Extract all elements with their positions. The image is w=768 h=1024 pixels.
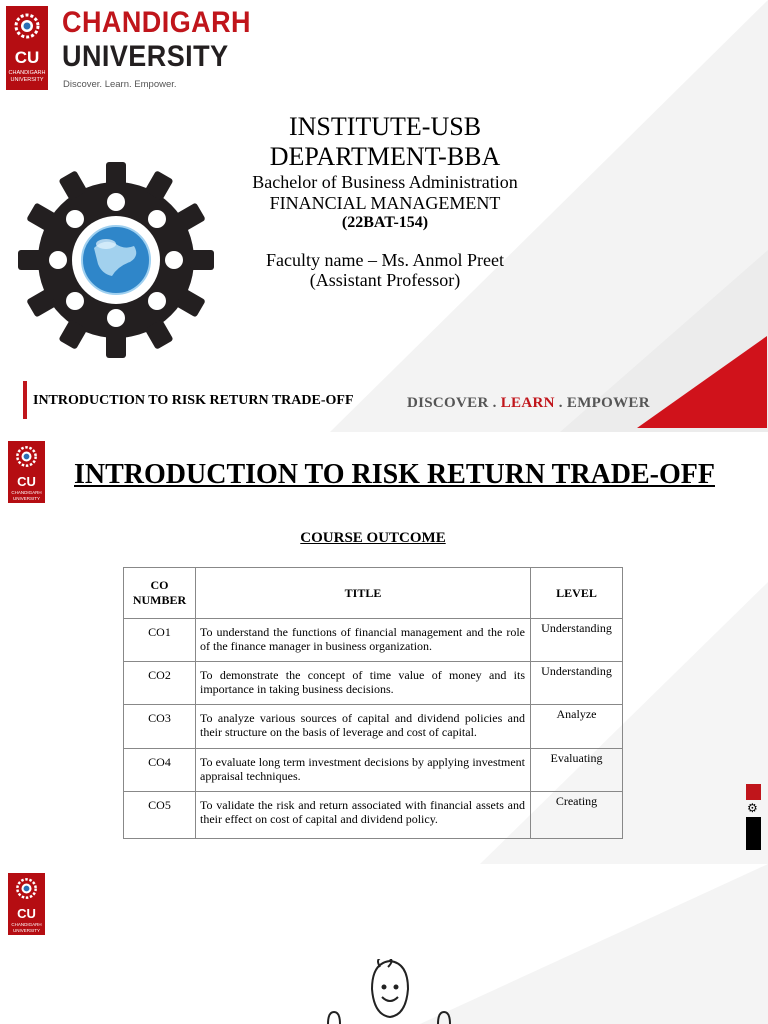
table-row: [124, 749, 623, 792]
logo-cu-text: CU: [17, 474, 36, 489]
course-outcome-slide: [0, 432, 768, 864]
course-outcome-heading: COURSE OUTCOME: [300, 530, 446, 546]
course-outcome-table: [123, 567, 623, 839]
co-title-cell: To analyze various sources of capital and dividend policies and their structure on the basis of leverage and cost of capital.: [196, 705, 531, 749]
institute-heading: INSTITUTE-USB: [288, 112, 482, 141]
faculty-designation: (Assistant Professor): [309, 270, 461, 290]
table-row: [124, 792, 623, 839]
department-heading: DEPARTMENT-BBA: [269, 142, 501, 171]
course-code: (22BAT-154): [341, 214, 429, 231]
table-row: [124, 662, 623, 705]
co-number-cell: CO5: [124, 792, 196, 839]
gear-icon: ⚙: [747, 801, 758, 815]
accent-bar: [23, 381, 27, 419]
seal-icon: [14, 876, 39, 901]
co-number-cell: CO3: [124, 705, 196, 749]
faculty-name: Faculty name – Ms. Anmol Preet: [266, 250, 504, 270]
logo-cu-text: CU: [14, 48, 40, 67]
co-level-cell: Understanding: [531, 619, 623, 662]
table-row: [124, 705, 623, 749]
co-level-cell: Evaluating: [531, 749, 623, 792]
header-co-number: CO NUMBER: [124, 568, 196, 619]
logo-cu-text: CU: [17, 906, 36, 921]
co-title-cell: To understand the functions of financial management and the role of the finance manager in business organization.: [196, 619, 531, 662]
co-number-cell: CO2: [124, 662, 196, 705]
slide-title: INTRODUCTION TO RISK RETURN TRADE-OFF: [74, 459, 715, 490]
side-accent-black: [746, 817, 761, 850]
brand-name-line1: CHANDIGARH: [62, 6, 251, 39]
slide-topic: INTRODUCTION TO RISK RETURN TRADE-OFF: [33, 393, 354, 408]
course-name: FINANCIAL MANAGEMENT: [269, 193, 501, 213]
co-number-cell: CO4: [124, 749, 196, 792]
table-row: [124, 619, 623, 662]
co-title-cell: To evaluate long term investment decisions by applying investment appraisal techniques.: [196, 749, 531, 792]
brand-tagline: Discover. Learn. Empower.: [63, 79, 177, 90]
footer-tagline: DISCOVER . LEARN . EMPOWER: [407, 395, 650, 411]
program-name: Bachelor of Business Administration: [252, 172, 518, 192]
co-level-cell: Creating: [531, 792, 623, 839]
gear-globe-icon: [12, 160, 220, 360]
logo-university-text: CHANDIGARH UNIVERSITY: [11, 922, 42, 933]
co-level-cell: Understanding: [531, 662, 623, 705]
header-level: LEVEL: [531, 568, 623, 619]
co-title-cell: To validate the risk and return associated with financial assets and their effect on cost of capital and dividend policy.: [196, 792, 531, 839]
logo-university-text: CHANDIGARH UNIVERSITY: [11, 490, 42, 501]
university-logo: [6, 6, 48, 90]
co-number-cell: CO1: [124, 619, 196, 662]
brand-name-line2: UNIVERSITY: [62, 40, 229, 73]
next-slide: [0, 864, 768, 1024]
cartoon-figure-icon: [320, 959, 460, 1024]
header-title: TITLE: [196, 568, 531, 619]
side-accent-red: [746, 784, 761, 800]
co-title-cell: To demonstrate the concept of time value of money and its importance in taking business decisions.: [196, 662, 531, 705]
seal-icon: [14, 444, 39, 469]
title-slide: [0, 0, 768, 432]
co-level-cell: Analyze: [531, 705, 623, 749]
university-logo: [8, 873, 45, 935]
seal-icon: [12, 11, 42, 41]
university-logo: [8, 441, 45, 503]
table-header-row: [124, 568, 623, 619]
logo-university-text: CHANDIGARH UNIVERSITY: [8, 70, 46, 83]
